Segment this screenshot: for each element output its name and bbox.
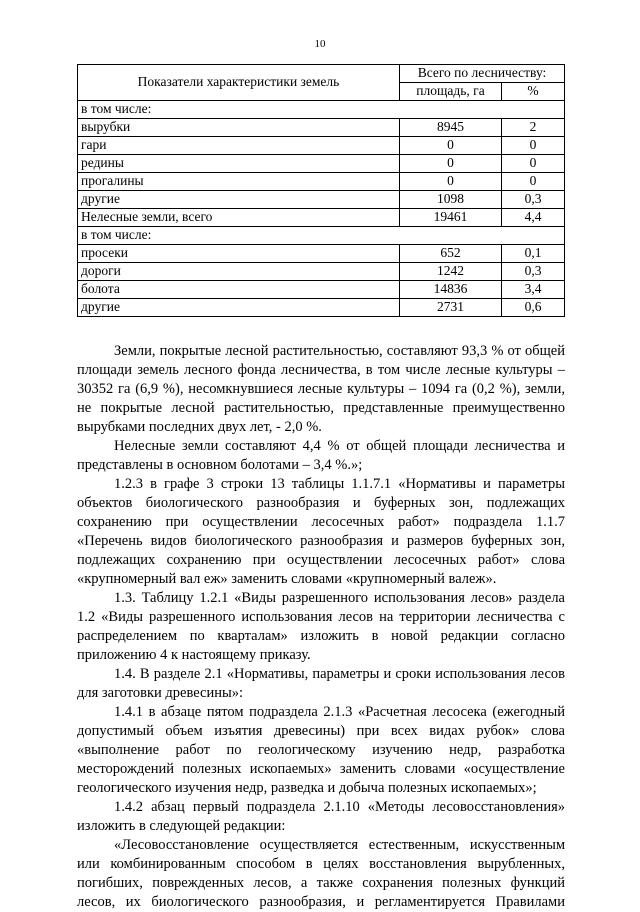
row-label: дороги xyxy=(78,263,400,281)
row-percent-value: 0 xyxy=(502,173,565,191)
body-paragraph: 1.3. Таблицу 1.2.1 «Виды разрешенного использования лесов» раздела 1.2 «Виды разрешенного использования лесов на территории лесничества с распределением по кварталам» изложить в новой редакции согласно приложению 4 к настоящему приказу. xyxy=(77,590,565,663)
table-row xyxy=(78,299,565,317)
body-paragraph: 1.4. В разделе 2.1 «Нормативы, параметры и сроки использования лесов для заготовки древесины»: xyxy=(77,666,565,701)
row-percent-value: 0,1 xyxy=(502,245,565,263)
table-row xyxy=(78,119,565,137)
row-area-value: 2731 xyxy=(400,299,502,317)
row-label: Нелесные земли, всего xyxy=(78,209,400,227)
row-area-value: 19461 xyxy=(400,209,502,227)
row-percent-value: 3,4 xyxy=(502,281,565,299)
body-paragraph: 1.2.3 в графе 3 строки 13 таблицы 1.1.7.1 «Нормативы и параметры объектов биологического разнообразия и буферных зон, подлежащих сохранению при осуществлении лесосечных работ» подраздела 1.1.7 «Перечень видов биологического разнообразия и размеров буферных зон, подлежащих сохранению при осуществлении лесосечных работ» слова «крупномерный вал еж» заменить словами «крупномерный валеж». xyxy=(77,476,565,587)
table-row xyxy=(78,245,565,263)
table-row xyxy=(78,281,565,299)
body-paragraph: 1.4.2 абзац первый подраздела 2.1.10 «Методы лесовосстановления» изложить в следующей редакции: xyxy=(77,799,565,834)
row-percent-value: 0 xyxy=(502,137,565,155)
row-area-value: 0 xyxy=(400,155,502,173)
row-label: болота xyxy=(78,281,400,299)
header-total-by-forestry: Всего по лесничеству: xyxy=(400,65,565,83)
row-percent-value: 0,3 xyxy=(502,191,565,209)
table-body xyxy=(78,101,565,317)
table-row xyxy=(78,173,565,191)
row-percent-value: 4,4 xyxy=(502,209,565,227)
table-row xyxy=(78,209,565,227)
row-area-value: 0 xyxy=(400,137,502,155)
row-label: прогалины xyxy=(78,173,400,191)
land-characteristics-table xyxy=(77,64,565,317)
row-percent-value: 0,6 xyxy=(502,299,565,317)
row-area-value: 8945 xyxy=(400,119,502,137)
row-percent-value: 0,3 xyxy=(502,263,565,281)
body-paragraph: «Лесовосстановление осуществляется естественным, искусственным или комбинированным способом в целях восстановления вырубленных, погибших, поврежденных лесов, а также сохранения полезных функций лесов, их биологического разнообразия, и регламентируется Правилами xyxy=(77,837,565,910)
row-label: вырубки xyxy=(78,119,400,137)
table-row xyxy=(78,101,565,119)
row-area-value: 1242 xyxy=(400,263,502,281)
row-percent-value: 2 xyxy=(502,119,565,137)
header-percent: % xyxy=(502,83,565,101)
header-area: площадь, га xyxy=(400,83,502,101)
body-paragraph: Нелесные земли составляют 4,4 % от общей площади лесничества и представлены в основном болотами – 3,4 %.»; xyxy=(77,438,565,473)
page-number: 10 xyxy=(314,38,326,50)
row-label: другие xyxy=(78,191,400,209)
table-row xyxy=(78,155,565,173)
row-label: в том числе: xyxy=(78,101,565,119)
body-paragraph: 1.4.1 в абзаце пятом подраздела 2.1.3 «Расчетная лесосека (ежегодный допустимый объем изъятия древесины) при всех видах рубок» слова «выполнение работ по геологическому изучению недр, разработка месторождений полезных ископаемых» заменить словами «осуществление геологического изучения недр, разведка и добыча полезных ископаемых»; xyxy=(77,704,565,796)
row-label: редины xyxy=(78,155,400,173)
row-percent-value: 0 xyxy=(502,155,565,173)
row-area-value: 0 xyxy=(400,173,502,191)
row-label: другие xyxy=(78,299,400,317)
row-area-value: 652 xyxy=(400,245,502,263)
table-row xyxy=(78,137,565,155)
table-row xyxy=(78,227,565,245)
body-paragraph: Земли, покрытые лесной растительностью, составляют 93,3 % от общей площади земель лесного фонда лесничества, в том числе лесные культуры – 30352 га (6,9 %), несомкнувшиеся лесные культуры – 1094 га (0,2 %), земли, не покрытые лесной растительностью, представленные преимущественно вырубками последних двух лет, - 2,0 %. xyxy=(77,343,565,435)
table-header-row xyxy=(78,65,565,83)
row-area-value: 14836 xyxy=(400,281,502,299)
header-indicators: Показатели характеристики земель xyxy=(78,65,400,101)
table-row xyxy=(78,263,565,281)
row-label: в том числе: xyxy=(78,227,565,245)
document-body xyxy=(77,342,565,912)
row-label: гари xyxy=(78,137,400,155)
table-row xyxy=(78,191,565,209)
row-area-value: 1098 xyxy=(400,191,502,209)
row-label: просеки xyxy=(78,245,400,263)
